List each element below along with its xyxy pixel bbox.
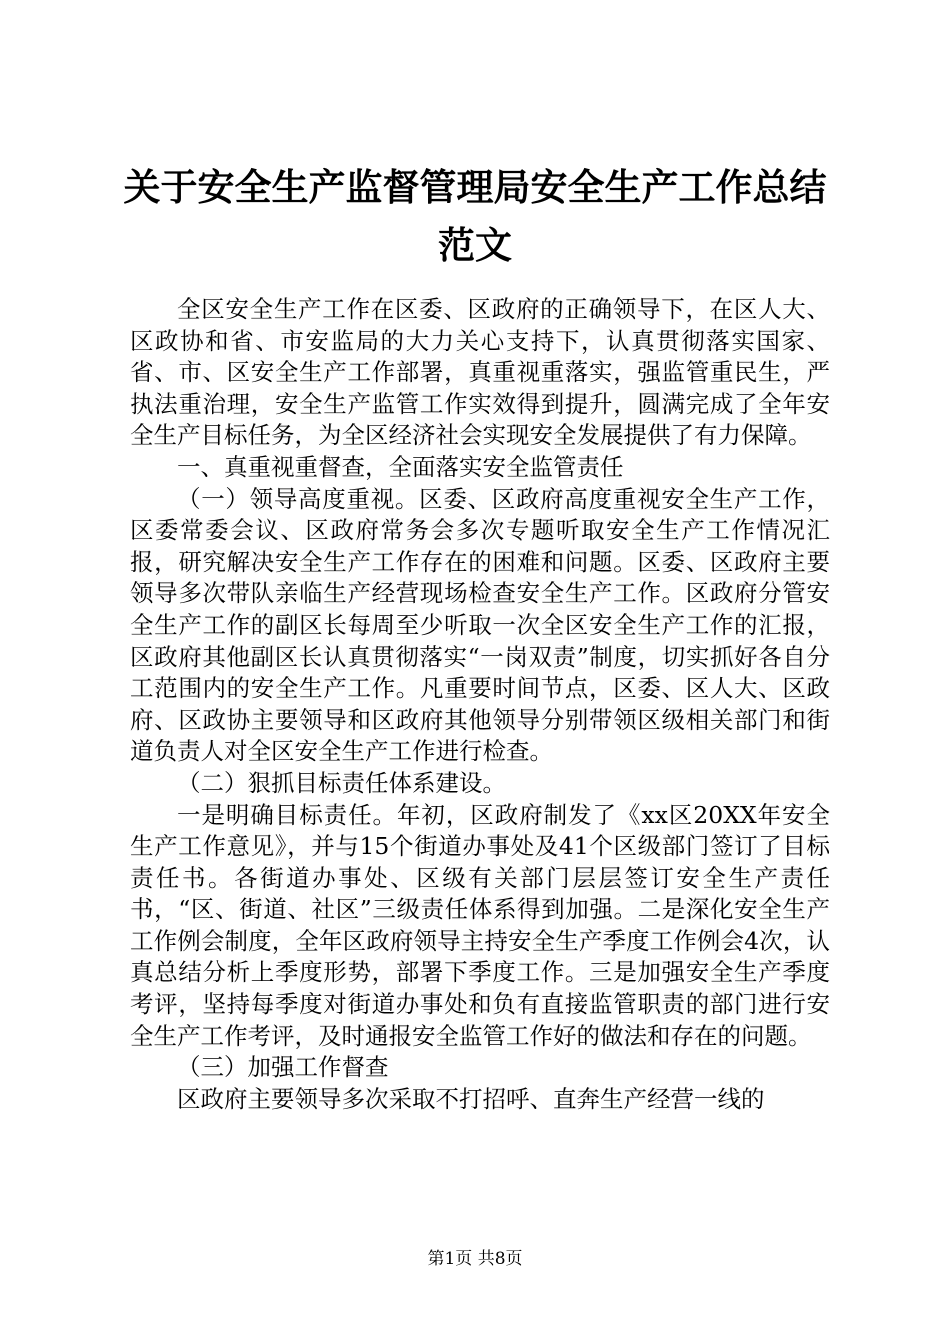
paragraph-leadership: （一）领导高度重视。区委、区政府高度重视安全生产工作，区委常委会议、区政府常务会多次专题听取安全生产工作情况汇报，研究解决安全生产工作存在的困难和问题。区委、区政府主要领导多次带队亲临生产经营现场检查安全生产工作。区政府分管安全生产工作的副区长每周至少听取一次全区安全生产工作的汇报，区政府其他副区长认真贯彻落实“一岗双责”制度，切实抓好各自分工范围内的安全生产工作。凡重要时间节点，区委、区人大、区政府、区政协主要领导和区政府其他领导分别带领区级相关部门和街道负责人对全区安全生产工作进行检查。: [130, 484, 830, 766]
heading-subsection-3: （三）加强工作督查: [177, 1053, 389, 1082]
document-body: [130, 294, 830, 1115]
paragraph-supervision: 区政府主要领导多次采取不打招呼、直奔生产经营一线的: [177, 1084, 765, 1113]
paragraph-responsibility: 一是明确目标责任。年初，区政府制发了《xx区20XX年安全生产工作意见》，并与15个街道办事处及41个区级部门签订了目标责任书。各街道办事处、区级有关部门层层签订安全生产责任书，“区、街道、社区”三级责任体系得到加强。二是深化安全生产工作例会制度，全年区政府领导主持安全生产季度工作例会4次，认真总结分析上季度形势，部署下季度工作。三是加强安全生产季度考评，坚持每季度对街道办事处和负有直接监管职责的部门进行安全生产工作考评，及时通报安全监管工作好的做法和存在的问题。: [130, 800, 830, 1050]
paragraph-intro: 全区安全生产工作在区委、区政府的正确领导下，在区人大、区政协和省、市安监局的大力关心支持下，认真贯彻落实国家、省、市、区安全生产工作部署，真重视重落实，强监管重民生，严执法重治理，安全生产监管工作实效得到提升，圆满完成了全年安全生产目标任务，为全区经济社会实现安全发展提供了有力保障。: [130, 295, 830, 450]
page-footer: 第1页 共8页: [427, 1249, 523, 1269]
document-title: 关于安全生产监督管理局安全生产工作总结范文: [123, 165, 827, 267]
heading-subsection-2: （二）狠抓目标责任体系建设。: [177, 768, 506, 797]
heading-section-1: 一、真重视重督查，全面落实安全监管责任: [177, 452, 624, 481]
